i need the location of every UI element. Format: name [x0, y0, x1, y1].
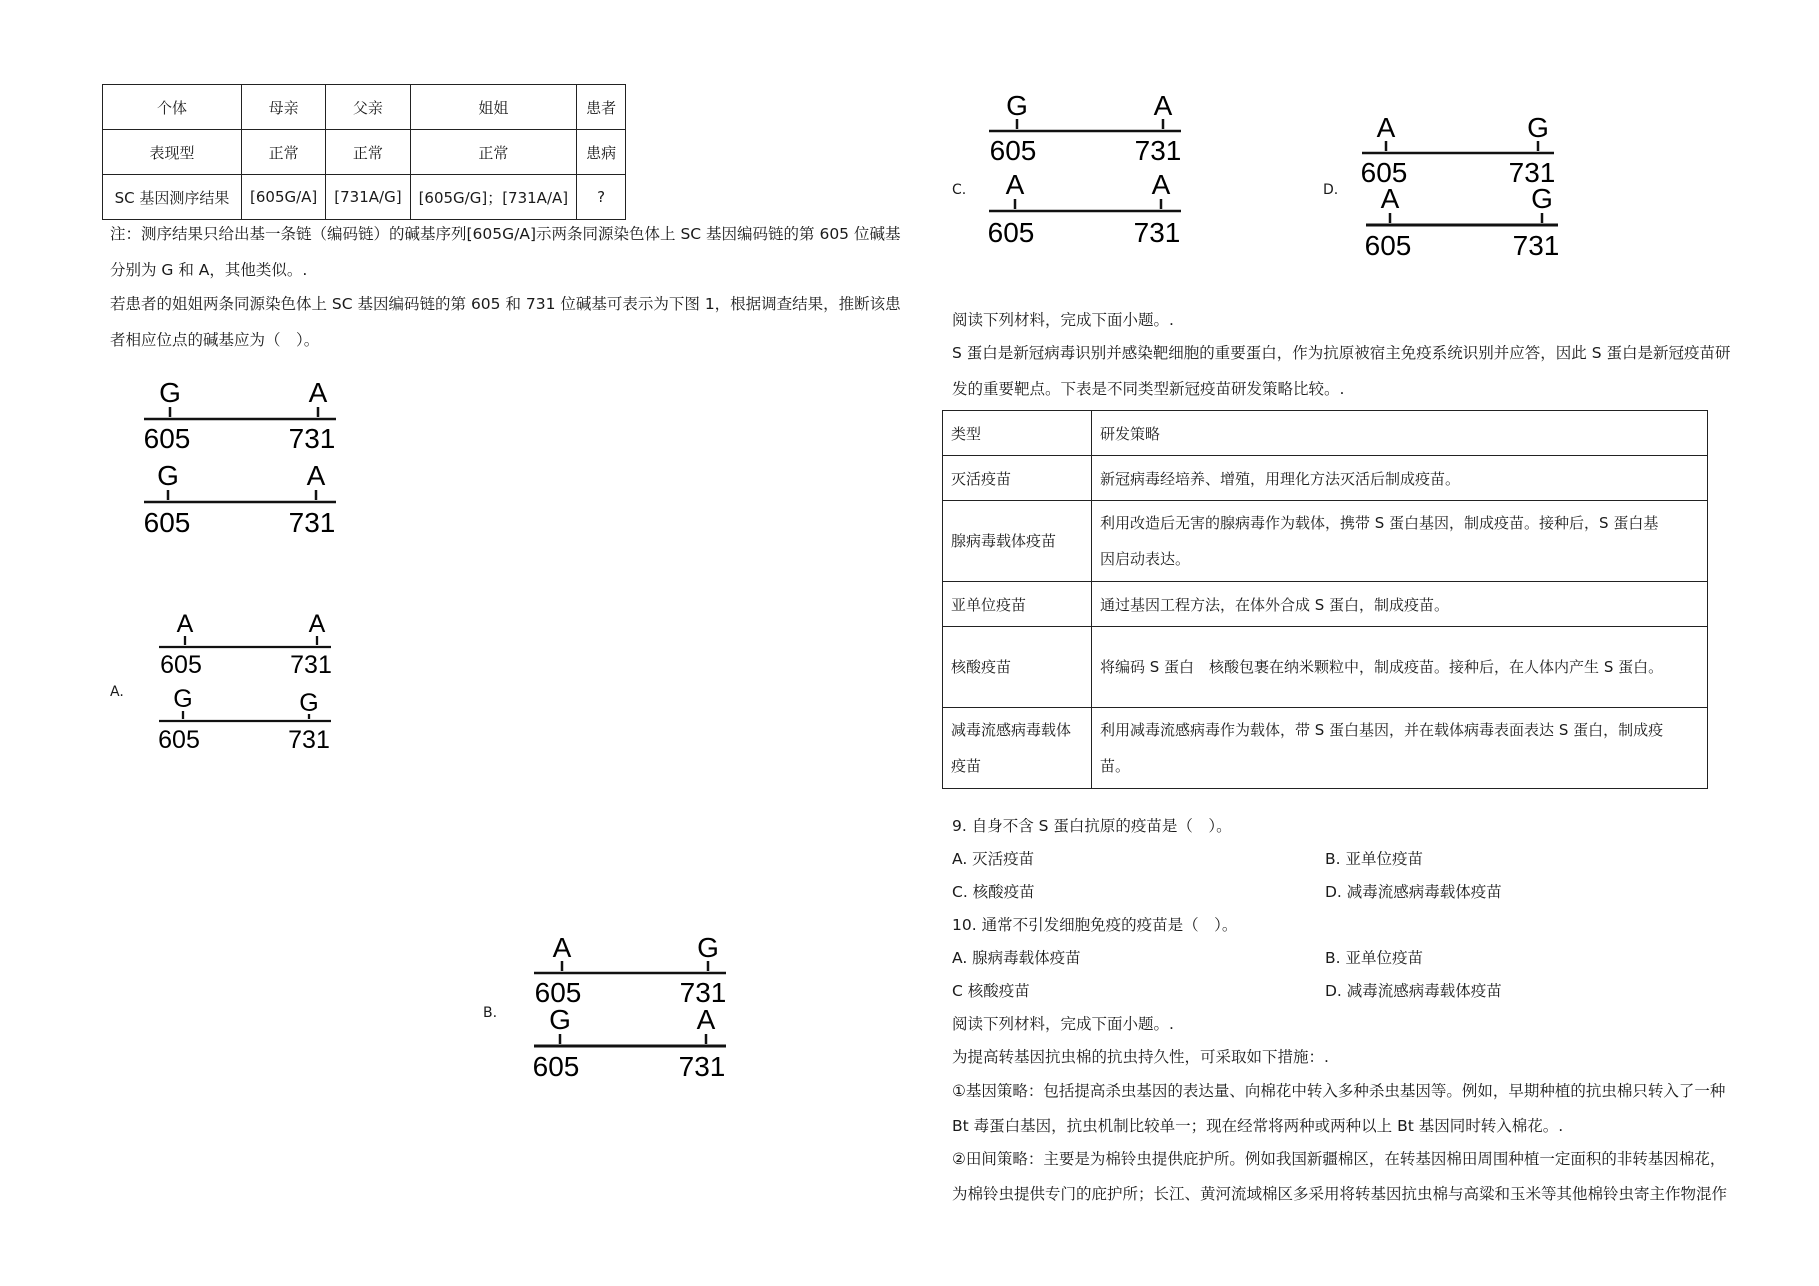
question-text: 若患者的姐姐两条同源染色体上 SC 基因编码链的第 605 和 731 位碱基可表示为下图 1，根据调查结果，推断该患	[110, 295, 901, 313]
table-row	[103, 85, 626, 130]
position-label: 605	[989, 135, 1037, 166]
position-label: 605	[158, 726, 200, 754]
table-cell: 正常	[242, 130, 326, 175]
paragraph: 为提高转基因抗虫棉的抗虫持久性，可采取如下措施：.	[952, 1048, 1329, 1066]
table-row	[103, 130, 626, 175]
table-cell: 患病	[577, 130, 626, 175]
table-row	[943, 501, 1708, 582]
cell-line: 苗。	[1100, 757, 1131, 775]
table-cell: 灭活疫苗	[943, 456, 1092, 501]
question-text: 者相应位点的碱基应为（ ）。	[110, 331, 320, 349]
table-cell: [605G/A]	[242, 175, 326, 220]
table-cell: SC 基因测序结果	[103, 175, 242, 220]
figure-1-chromosomes	[140, 375, 340, 549]
table-cell: 新冠病毒经培养、增殖，用理化方法灭活后制成疫苗。	[1092, 456, 1708, 501]
table-cell: [731A/G]	[326, 175, 410, 220]
base-label: A	[1153, 90, 1173, 121]
option-d-chromosomes[interactable]	[1360, 110, 1560, 269]
table-row	[943, 627, 1708, 708]
base-label: A	[696, 1004, 716, 1035]
base-label: G	[157, 460, 179, 491]
vaccine-table	[942, 410, 1708, 789]
table-cell: 母亲	[242, 85, 326, 130]
position-label: 605	[143, 507, 191, 538]
position-label: 605	[987, 217, 1035, 248]
chromosome-top	[144, 377, 336, 454]
position-label: 605	[1364, 230, 1412, 261]
paragraph: ②田间策略：主要是为棉铃虫提供庇护所。例如我国新疆棉区，在转基因棉田周围种植一定面积的非转基因棉花，	[952, 1150, 1726, 1168]
table-cell	[1092, 501, 1708, 582]
question-10-option-b[interactable]: B. 亚单位疫苗	[1325, 949, 1423, 967]
table-cell: 表现型	[103, 130, 242, 175]
position-label: 605	[1360, 157, 1408, 188]
cell-line: 疫苗	[951, 757, 982, 775]
base-label: G	[697, 932, 719, 963]
option-c-chromosomes[interactable]	[985, 88, 1185, 257]
table-row	[943, 582, 1708, 627]
option-b-chromosomes[interactable]	[530, 930, 730, 1089]
paragraph: Bt 毒蛋白基因，抗虫机制比较单一；现在经常将两种或两种以上 Bt 基因同时转入棉花。.	[952, 1117, 1564, 1135]
paragraph: ①基因策略：包括提高杀虫基因的表达量、向棉花中转入多种杀虫基因等。例如，早期种植的抗虫棉只转入了一种	[952, 1082, 1726, 1100]
table-cell: 将编码 S 蛋白 核酸包裹在纳米颗粒中，制成疫苗。接种后，在人体内产生 S 蛋白。	[1092, 627, 1708, 708]
cell-line: 减毒流感病毒载体	[951, 721, 1072, 739]
paragraph: S 蛋白是新冠病毒识别并感染靶细胞的重要蛋白，作为抗原被宿主免疫系统识别并应答，因此 S 蛋白是新冠疫苗研	[952, 344, 1731, 362]
table-note: 分别为 G 和 A，其他类似。.	[110, 261, 308, 279]
table-cell: 通过基因工程方法，在体外合成 S 蛋白，制成疫苗。	[1092, 582, 1708, 627]
table-cell: 父亲	[326, 85, 410, 130]
base-label: A	[176, 610, 194, 638]
table-cell: 正常	[410, 130, 577, 175]
option-a-label[interactable]: A.	[110, 684, 124, 700]
position-label: 731	[1134, 135, 1182, 166]
paragraph: 发的重要靶点。下表是不同类型新冠疫苗研发策略比较。.	[952, 380, 1345, 398]
paragraph: 为棉铃虫提供专门的庇护所；长江、黄河流域棉区多采用将转基因抗虫棉与高粱和玉米等其他棉铃虫寄主作物混作	[952, 1185, 1728, 1203]
position-label: 605	[532, 1051, 580, 1082]
table-cell: 患者	[577, 85, 626, 130]
position-label: 731	[1133, 217, 1181, 248]
table-row	[943, 708, 1708, 789]
base-label: A	[552, 932, 572, 963]
table-cell: 核酸疫苗	[943, 627, 1092, 708]
table-row	[103, 175, 626, 220]
position-label: 731	[288, 726, 330, 754]
question-9-option-b[interactable]: B. 亚单位疫苗	[1325, 850, 1423, 868]
base-label: A	[308, 610, 326, 638]
option-b-label[interactable]: B.	[483, 1005, 498, 1021]
table-cell: 姐姐	[410, 85, 577, 130]
chromosome-bottom	[144, 460, 336, 538]
base-label: A	[1005, 169, 1025, 200]
option-c-label[interactable]: C.	[952, 182, 967, 198]
base-label: A	[308, 377, 328, 408]
table-row	[943, 456, 1708, 501]
table-cell: 个体	[103, 85, 242, 130]
position-label: 731	[1512, 230, 1560, 261]
base-label: G	[549, 1004, 571, 1035]
table-note: 注：测序结果只给出基一条链（编码链）的碱基序列[605G/A]示两条同源染色体上 SC 基因编码链的第 605 位碱基	[110, 225, 901, 243]
question-9-option-a[interactable]: A. 灭活疫苗	[952, 850, 1035, 868]
question-10-option-d[interactable]: D. 减毒流感病毒载体疫苗	[1325, 982, 1502, 1000]
reading-intro: 阅读下列材料，完成下面小题。.	[952, 311, 1174, 329]
base-label: A	[1151, 169, 1171, 200]
question-10-option-a[interactable]: A. 腺病毒载体疫苗	[952, 949, 1081, 967]
table-header-cell: 类型	[943, 411, 1092, 456]
cell-line: 因启动表达。	[1100, 550, 1191, 568]
table-cell	[1092, 708, 1708, 789]
table-cell: ?	[577, 175, 626, 220]
base-label: G	[299, 689, 319, 717]
table-header-cell: 研发策略	[1092, 411, 1708, 456]
position-label: 731	[288, 423, 336, 454]
cell-line: 利用改造后无害的腺病毒作为载体，携带 S 蛋白基因，制成疫苗。接种后，S 蛋白基	[1100, 514, 1659, 532]
position-label: 731	[679, 977, 727, 1008]
question-10-option-c[interactable]: C 核酸疫苗	[952, 982, 1030, 1000]
position-label: 731	[290, 651, 332, 679]
base-label: G	[159, 377, 181, 408]
base-label: G	[1531, 183, 1553, 214]
base-label: G	[173, 685, 193, 713]
base-label: A	[1376, 112, 1396, 143]
base-label: G	[1527, 112, 1549, 143]
question-9-option-c[interactable]: C. 核酸疫苗	[952, 883, 1035, 901]
question-9-stem: 9. 自身不含 S 蛋白抗原的疫苗是（ ）。	[952, 817, 1232, 835]
position-label: 605	[160, 651, 202, 679]
question-9-option-d[interactable]: D. 减毒流感病毒载体疫苗	[1325, 883, 1502, 901]
position-label: 605	[534, 977, 582, 1008]
base-label: G	[1006, 90, 1028, 121]
table-cell: 亚单位疫苗	[943, 582, 1092, 627]
table-cell: 正常	[326, 130, 410, 175]
question-10-stem: 10. 通常不引发细胞免疫的疫苗是（ ）。	[952, 916, 1238, 934]
table-cell: 腺病毒载体疫苗	[943, 501, 1092, 582]
table-row	[943, 411, 1708, 456]
position-label: 731	[1508, 157, 1556, 188]
table-cell	[943, 708, 1092, 789]
option-a-chromosomes[interactable]	[155, 608, 335, 762]
base-label: A	[1380, 183, 1400, 214]
reading-intro: 阅读下列材料，完成下面小题。.	[952, 1015, 1174, 1033]
position-label: 731	[678, 1051, 726, 1082]
genotype-table	[102, 84, 626, 220]
base-label: A	[306, 460, 326, 491]
position-label: 731	[288, 507, 336, 538]
table-cell: [605G/G]；[731A/A]	[410, 175, 577, 220]
option-d-label[interactable]: D.	[1323, 182, 1339, 198]
position-label: 605	[143, 423, 191, 454]
cell-line: 利用减毒流感病毒作为载体，带 S 蛋白基因，并在载体病毒表面表达 S 蛋白，制成疫	[1100, 721, 1664, 739]
